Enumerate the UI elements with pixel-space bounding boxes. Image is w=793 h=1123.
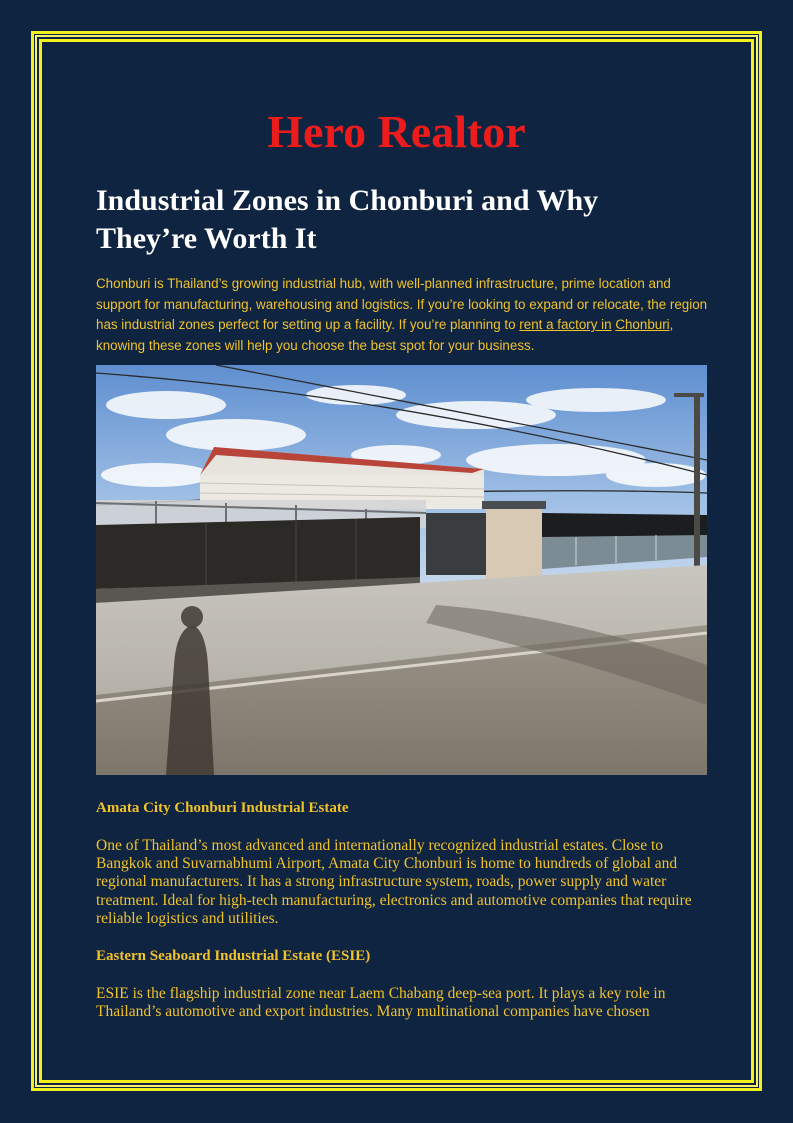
brand-title: Hero Realtor	[267, 106, 526, 157]
intro-text-before: Chonburi is Thailand’s growing industrial hub, with well-planned infrastructure, prime location and support for manufacturing, warehousing and logistics. If you’re looking to expand or relocate, the region has industrial zones perfect for setting up a facility. If you’re planning to	[96, 276, 708, 332]
intro-text-after: , knowing these zones will help you choose the best spot for your business.	[96, 317, 674, 353]
factory-photo	[96, 365, 707, 775]
chonburi-link[interactable]: Chonburi	[615, 317, 670, 332]
amata-body: One of Thailand’s most advanced and internationally recognized industrial estates. Close to Bangkok and Suvarnabhumi Airport, Amata City Chonburi is home to hundreds of global and regional manufacturers. It has a strong infrastructure system, roads, power supply and water treatment. Ideal for high-tech manufacturing, electronics and automotive companies that require reliable logistics and utilities.	[96, 837, 692, 927]
rent-factory-link[interactable]: rent a factory in	[519, 317, 612, 332]
esie-heading: Eastern Seaboard Industrial Estate (ESIE)	[96, 948, 371, 964]
article-headline: Industrial Zones in Chonburi and Why They’re Worth It	[96, 184, 599, 255]
intro-paragraph	[96, 274, 708, 356]
esie-body: ESIE is the flagship industrial zone near Laem Chabang deep-sea port. It plays a key role in Thailand’s automotive and export industries. Many multinational companies have chosen	[96, 985, 666, 1021]
factory-photo-illustration	[96, 365, 707, 775]
amata-heading: Amata City Chonburi Industrial Estate	[96, 800, 349, 816]
